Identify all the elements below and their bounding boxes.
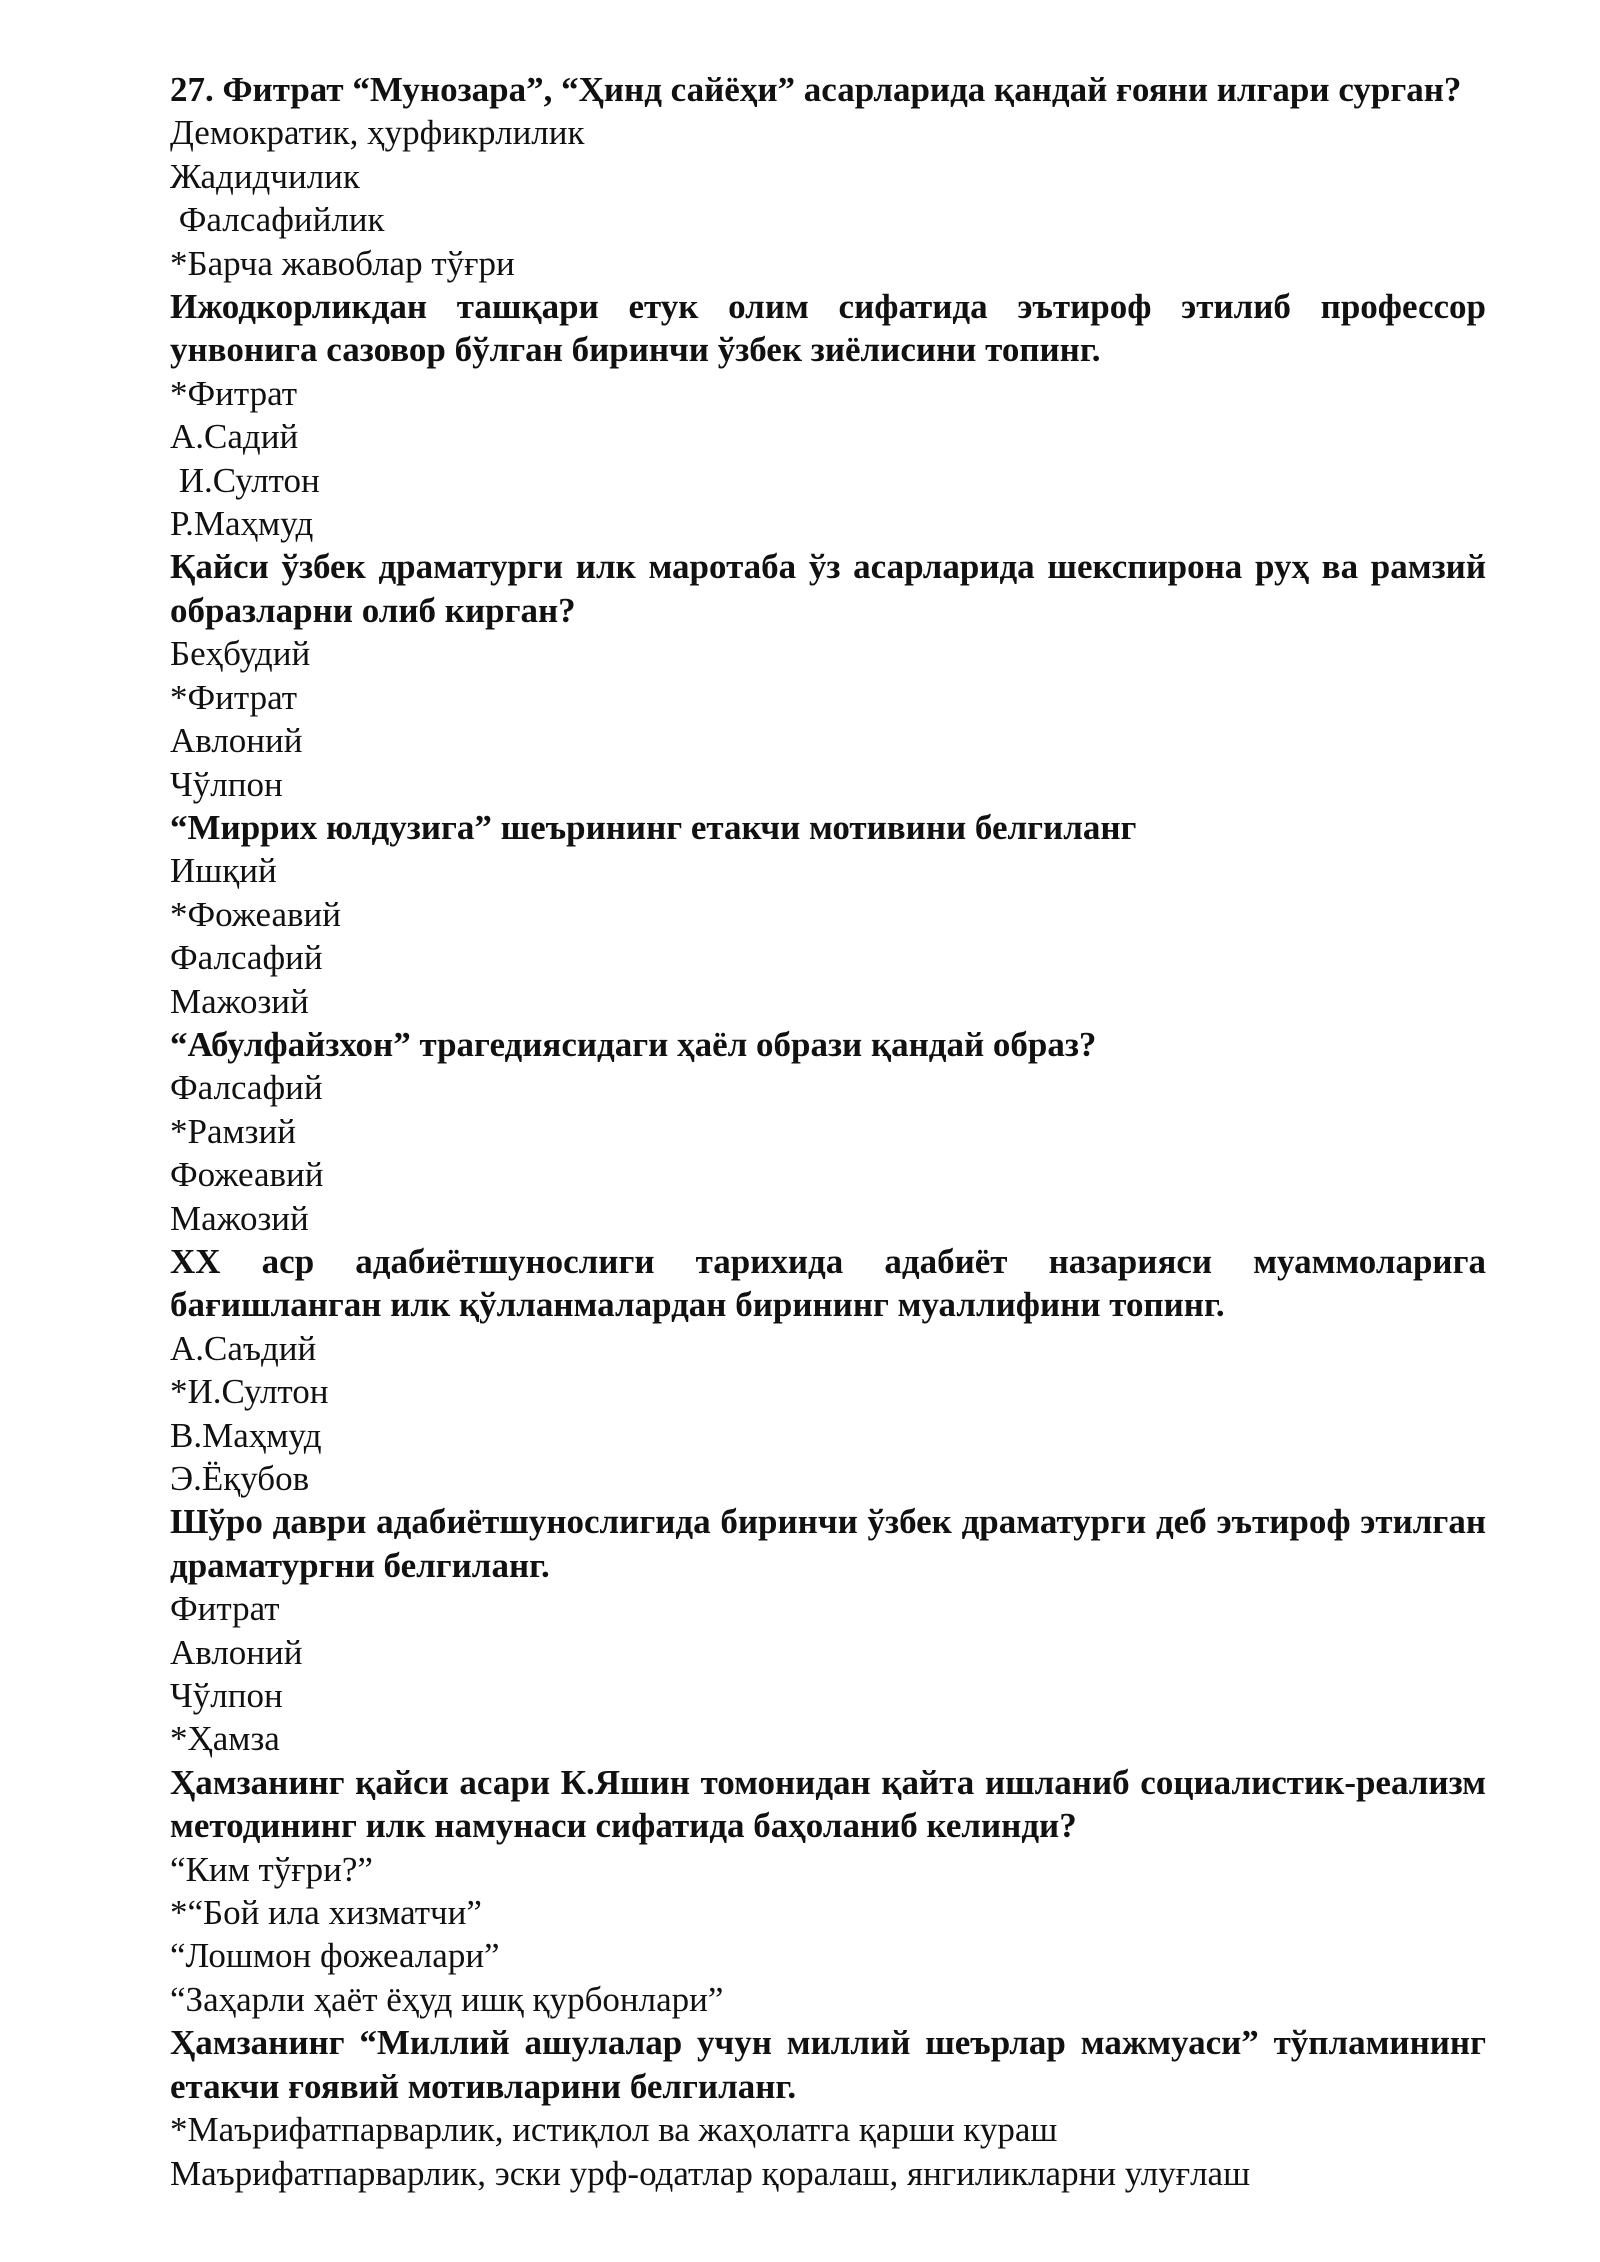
- answer-option: Э.Ёқубов: [170, 1459, 310, 1498]
- question-text: “Абулфайзхон” трагедиясидаги ҳаёл образи қандай образ?: [170, 1024, 1097, 1064]
- answer-option: *И.Султон: [170, 1372, 329, 1412]
- answer-option: *Рамзий: [170, 1111, 296, 1151]
- question-block: [170, 545, 1486, 805]
- question-text: “Миррих юлдузига” шеърининг етакчи мотивини белгиланг: [170, 807, 1137, 847]
- answer-option: Мажозий: [170, 1198, 309, 1238]
- answer-option: Демократик, ҳурфикрлилик: [170, 113, 585, 153]
- question-text: 27. Фитрат “Мунозара”, “Ҳинд сайёҳи” асарларида қандай ғояни илгари сурган?: [170, 70, 1462, 109]
- answer-option: Фалсафий: [170, 938, 323, 978]
- question-block: [170, 1761, 1486, 2021]
- question-block: [170, 1023, 1486, 1240]
- question-block-27: [170, 68, 1486, 285]
- question-text: XX аср адабиётшунослиги тарихида адабиёт назарияси муаммоларига бағишланган илк қўлланмалардан бирининг муаллифини топинг.: [170, 1241, 1486, 1325]
- answer-option: “Заҳарли ҳаёт ёҳуд ишқ қурбонлари”: [170, 1979, 724, 2019]
- answer-option: А.Саъдий: [170, 1328, 317, 1368]
- answer-option: Авлоний: [170, 1632, 303, 1672]
- answer-option: Фалсафий: [170, 1068, 323, 1108]
- answer-option: *“Бой ила хизматчи”: [170, 1893, 482, 1933]
- answer-option: Авлоний: [170, 721, 303, 761]
- answer-option: *Барча жавоблар тўғри: [170, 243, 515, 283]
- question-block: [170, 806, 1486, 1023]
- answer-option: Беҳбудий: [170, 634, 311, 674]
- question-block: [170, 1500, 1486, 1760]
- question-text: Ҳамзанинг “Миллий ашулалар учун миллий шеърлар мажмуаси” тўпламининг етакчи ғоявий мотивларини белгиланг.: [170, 2023, 1486, 2106]
- answer-option: Ишқий: [170, 851, 277, 891]
- question-text: Шўро даври адабиётшунослигида биринчи ўзбек драматурги деб эътироф этилган драматургни белгиланг.: [170, 1502, 1486, 1585]
- answer-option: В.Маҳмуд: [170, 1415, 322, 1455]
- answer-option: *Фожеавий: [170, 894, 341, 934]
- answer-option: “Ким тўғри?”: [170, 1849, 373, 1889]
- answer-option: Маърифатпарварлик, эски урф-одатлар қоралаш, янгиликларни улуғлаш: [170, 2153, 1251, 2193]
- answer-option: “Лошмон фожеалари”: [170, 1936, 500, 1976]
- question-text: Қайси ўзбек драматурги илк маротаба ўз асарларида шекспирона руҳ ва рамзий образларни олиб кирган?: [170, 547, 1486, 630]
- answer-option: *Фитрат: [170, 677, 298, 717]
- answer-option: А.Садий: [170, 417, 299, 457]
- question-text: Ижодкорликдан ташқари етук олим сифатида эътироф этилиб профессор унвонига сазовор бўлган биринчи ўзбек зиёлисини топинг.: [170, 287, 1486, 370]
- answer-option: Р.Маҳмуд: [170, 504, 314, 544]
- answer-option: Фалсафийлик: [170, 200, 385, 240]
- answer-option: Фожеавий: [170, 1155, 324, 1195]
- question-text: Ҳамзанинг қайси асари К.Яшин томонидан қайта ишланиб социалистик-реализм методининг илк намунаси сифатида баҳоланиб келинди?: [170, 1762, 1486, 1846]
- answer-option: Чўлпон: [170, 1676, 283, 1716]
- question-block: [170, 2021, 1486, 2195]
- document-page: [170, 68, 1486, 2195]
- answer-option: Чўлпон: [170, 764, 283, 804]
- answer-option: Фитрат: [170, 1589, 280, 1629]
- answer-option: *Фитрат: [170, 373, 298, 413]
- question-block: [170, 285, 1486, 545]
- answer-option: И.Султон: [170, 460, 320, 500]
- question-block: [170, 1240, 1486, 1500]
- answer-option: Мажозий: [170, 981, 309, 1021]
- answer-option: *Ҳамза: [170, 1719, 280, 1759]
- answer-option: Жадидчилик: [170, 156, 360, 196]
- answer-option: *Маърифатпарварлик, истиқлол ва жаҳолатга қарши кураш: [170, 2110, 1058, 2150]
